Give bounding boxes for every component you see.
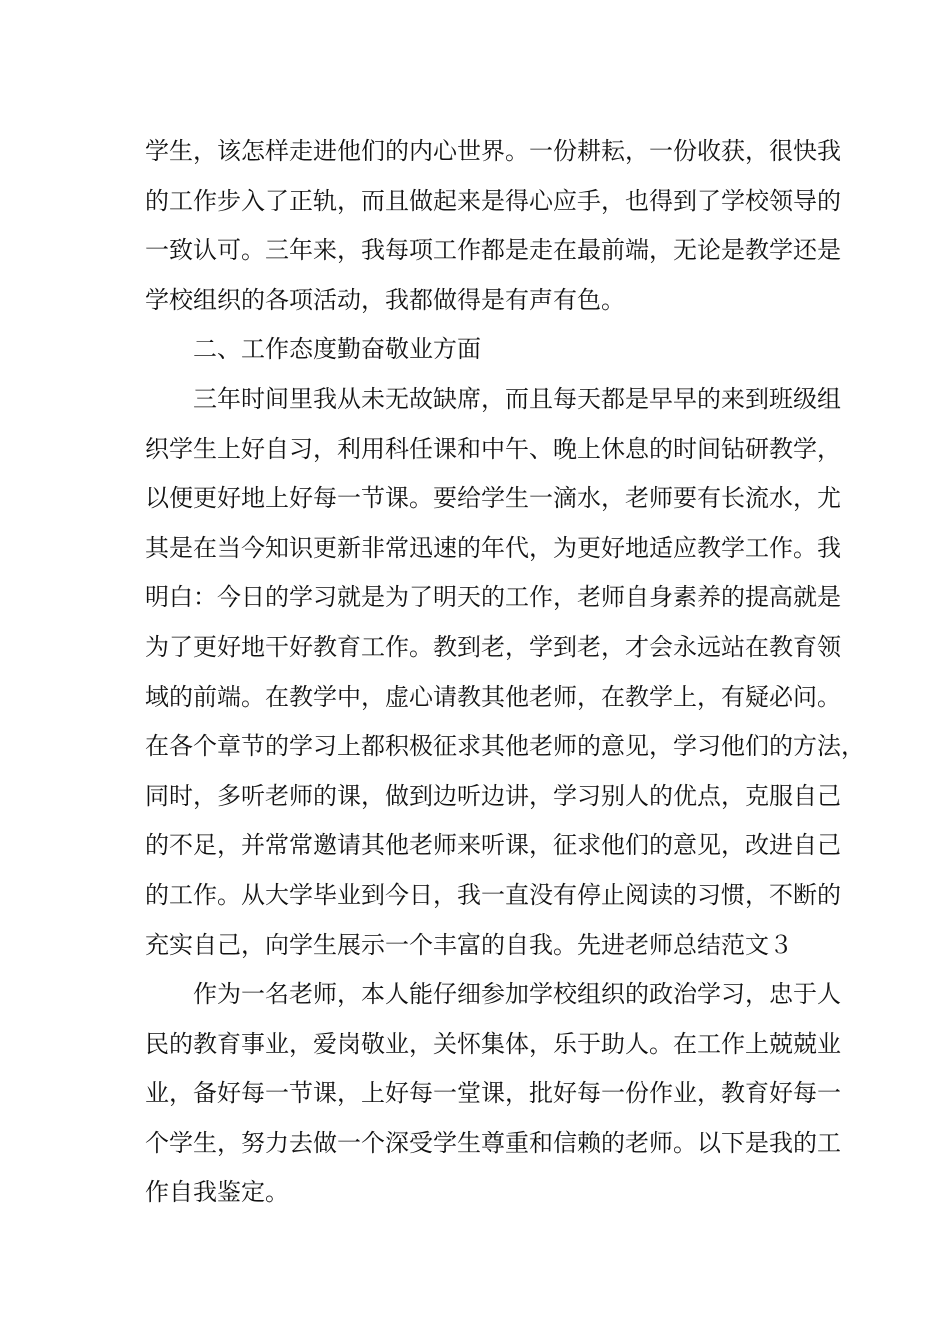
text-line: 学校组织的各项活动，我都做得是有声有色。 [145, 285, 625, 314]
text-line: 作为一名老师，本人能仔细参加学校组织的政治学习，忠于人 [193, 980, 841, 1009]
text-line: 三年时间里我从未无故缺席，而且每天都是早早的来到班级组 [193, 384, 841, 413]
text-line: 的工作步入了正轨，而且做起来是得心应手，也得到了学校领导的 [145, 186, 841, 215]
text-line: 明白：今日的学习就是为了明天的工作，老师自身素养的提高就是 [145, 583, 841, 612]
text-line: 域的前端。在教学中，虚心请教其他老师，在教学上，有疑必问。 [145, 682, 841, 711]
text-line: 的工作。从大学毕业到今日，我一直没有停止阅读的习惯，不断的 [145, 880, 841, 909]
document-body [145, 127, 865, 1218]
text-line: 的不足，并常常邀请其他老师来听课，征求他们的意见，改进自己 [145, 831, 841, 860]
text-line: 为了更好地干好教育工作。教到老，学到老，才会永远站在教育领 [145, 632, 841, 661]
text-line: 同时，多听老师的课，做到边听边讲，学习别人的优点，克服自己 [145, 781, 841, 810]
text-line: 一致认可。三年来，我每项工作都是走在最前端，无论是教学还是 [145, 236, 841, 265]
section-heading: 二、工作态度勤奋敬业方面 [193, 335, 481, 364]
text-line: 在各个章节的学习上都积极征求其他老师的意见，学习他们的方法， [145, 732, 865, 761]
text-line: 民的教育事业，爱岗敬业，关怀集体，乐于助人。在工作上兢兢业 [145, 1029, 841, 1058]
text-line: 作自我鉴定。 [145, 1178, 289, 1207]
text-line: 以便更好地上好每一节课。要给学生一滴水，老师要有长流水，尤 [145, 484, 841, 513]
text-line: 业，备好每一节课，上好每一堂课，批好每一份作业，教育好每一 [145, 1079, 841, 1108]
text-line: 其是在当今知识更新非常迅速的年代，为更好地适应教学工作。我 [145, 533, 841, 562]
text-line: 学生，该怎样走进他们的内心世界。一份耕耘，一份收获，很快我 [145, 137, 841, 165]
text-line: 充实自己，向学生展示一个丰富的自我。先进老师总结范文３ [145, 930, 793, 959]
text-line: 个学生，努力去做一个深受学生尊重和信赖的老师。以下是我的工 [145, 1128, 841, 1157]
text-line: 织学生上好自习，利用科任课和中午、晚上休息的时间钻研教学， [145, 434, 841, 463]
